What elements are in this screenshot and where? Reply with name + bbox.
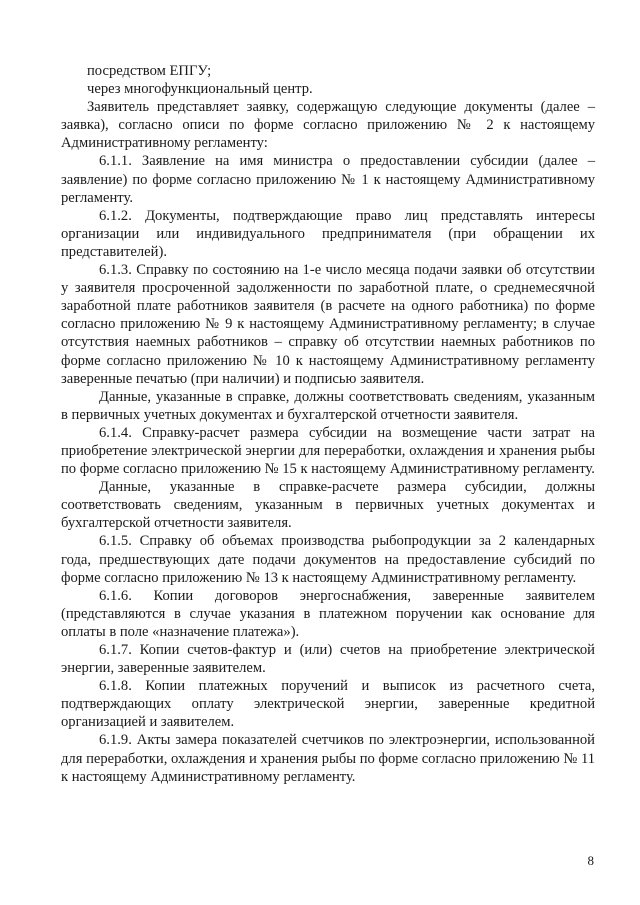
paragraph-6-1-7: 6.1.7. Копии счетов-фактур и (или) счетов на приобретение электрической энергии, заверенные заявителем.	[61, 642, 595, 677]
paragraph-6-1-9: 6.1.9. Акты замера показателей счетчиков по электроэнергии, использованной для переработки, охлаждения и хранения рыбы по форме согласно приложению № 11 к настоящему Административному регламенту.	[61, 732, 595, 785]
paragraph-6-1-5: 6.1.5. Справку об объемах производства рыбопродукции за 2 календарных года, предшествующих дате подачи документов на предоставление субсидий по форме согласно приложению № 13 к настоящему Административному регламенту.	[61, 533, 595, 586]
paragraph-6-1-1: 6.1.1. Заявление на имя министра о предоставлении субсидии (далее – заявление) по форме согласно приложению № 1 к настоящему Административному регламенту.	[61, 153, 595, 206]
paragraph-6-1-2: 6.1.2. Документы, подтверждающие право лиц представлять интересы организации или индивидуального предпринимателя (при обращении их представителей).	[61, 207, 595, 260]
paragraph-mfc: через многофункциональный центр.	[87, 81, 313, 98]
paragraph-data-certificate: Данные, указанные в справке, должны соответствовать сведениям, указанным в первичных учетных документах и бухгалтерской отчетности заявителя.	[61, 388, 595, 423]
paragraph-epgu: посредством ЕПГУ;	[87, 63, 212, 79]
paragraph-data-calculation: Данные, указанные в справке-расчете размера субсидии, должны соответствовать сведениям, указанным в первичных учетных документах и бухгалтерской отчетности заявителя.	[61, 479, 595, 532]
paragraph-6-1-6: 6.1.6. Копии договоров энергоснабжения, заверенные заявителем (представляются в случае указания в платежном поручении как основание для оплаты в поле «назначение платежа»).	[61, 587, 595, 640]
paragraph-6-1-3: 6.1.3. Справку по состоянию на 1-е число месяца подачи заявки об отсутствии у заявителя просроченной задолженности по заработной плате, о среднемесячной заработной плате работников заявителя (в расчете на одного работника) по форме согласно приложению № 9 к настоящему Административному регламенту; в случае отсутствия наемных работников – справку об отсутствии наемных работников по форме согласно приложению № 10 к настоящему Административному регламенту заверенные печатью (при наличии) и подписью заявителя.	[61, 262, 595, 387]
page-number: 8	[587, 853, 594, 868]
paragraph-application: Заявитель представляет заявку, содержащую следующие документы (далее – заявка), согласно описи по форме согласно приложению № 2 к настоящему Административному регламенту:	[61, 99, 595, 152]
document-body	[61, 62, 595, 786]
paragraph-6-1-4: 6.1.4. Справку-расчет размера субсидии на возмещение части затрат на приобретение электрической энергии для переработки, охлаждения и хранения рыбы по форме согласно приложению № 15 к настоящему Административному регламенту.	[61, 424, 595, 478]
paragraph-6-1-8: 6.1.8. Копии платежных поручений и выписок из расчетного счета, подтверждающих оплату электрической энергии, заверенные кредитной организацией и заявителем.	[61, 678, 595, 731]
